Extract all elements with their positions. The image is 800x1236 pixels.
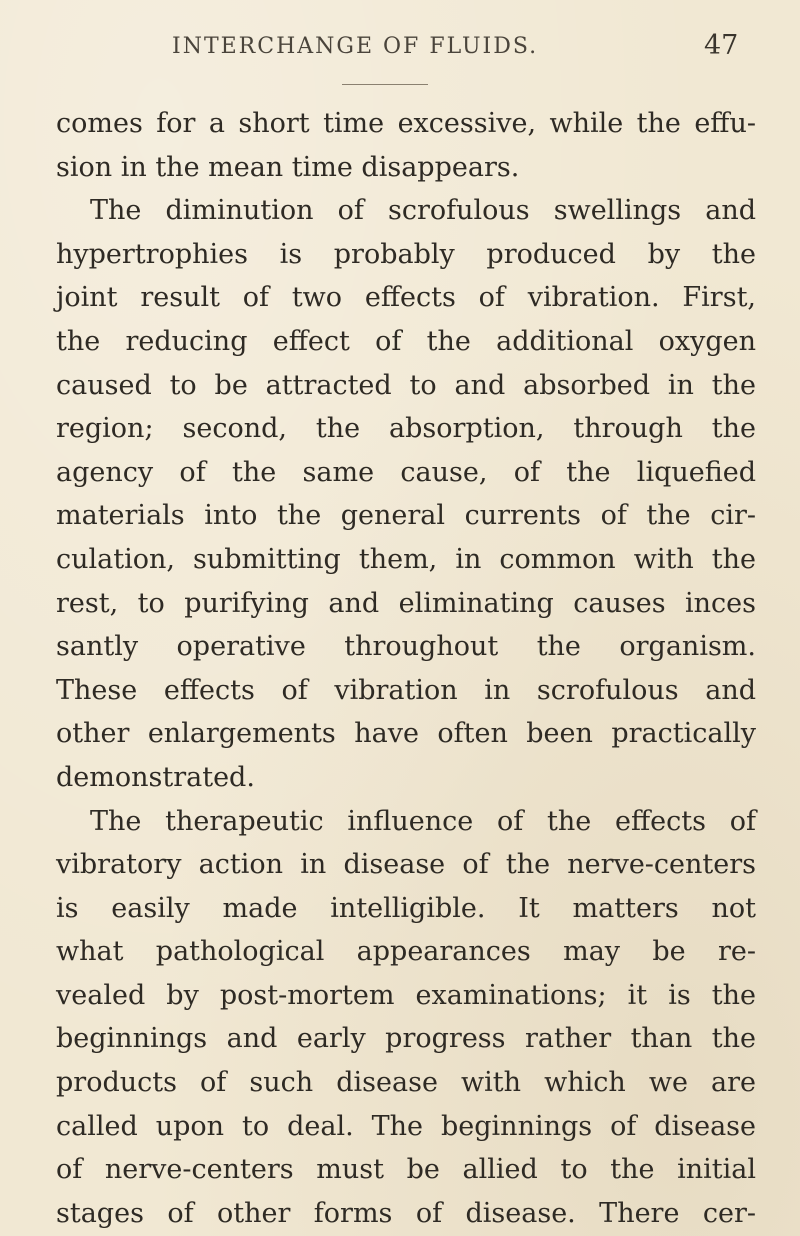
header-rule — [342, 84, 428, 85]
text-line: other enlargements have often been practically — [56, 718, 756, 750]
text-line: vibratory action in disease of the nerve-centers — [56, 849, 756, 881]
text-line: products of such disease with which we are — [56, 1067, 756, 1099]
text-line: vealed by post-mortem examinations; it is the — [56, 979, 756, 1011]
text-line: region; second, the absorption, through the — [56, 413, 756, 445]
text-line: of nerve-centers must be allied to the initial — [56, 1154, 756, 1186]
text-line: culation, submitting them, in common with the — [56, 543, 756, 575]
text-line: the reducing effect of the additional oxygen — [56, 325, 756, 357]
text-line: comes for a short time excessive, while the effu- — [56, 108, 756, 139]
text-line: joint result of two effects of vibration. First, — [56, 282, 756, 314]
running-head — [0, 32, 800, 72]
paragraph-start-line: The diminution of scrofulous swellings and — [90, 195, 756, 227]
text-line: santly operative throughout the organism. — [56, 631, 756, 663]
text-line: rest, to purifying and eliminating causes inces — [56, 587, 756, 619]
text-line: caused to be attracted to and absorbed in the — [56, 369, 756, 401]
body-text — [56, 102, 756, 1235]
text-line: stages of other forms of disease. There cer- — [56, 1197, 756, 1229]
text-line: called upon to deal. The beginnings of disease — [56, 1110, 756, 1142]
text-line: hypertrophies is probably produced by the — [56, 238, 756, 270]
text-line: These effects of vibration in scrofulous and — [56, 674, 756, 706]
running-head-title: INTERCHANGE OF FLUIDS. — [172, 34, 539, 59]
text-line: sion in the mean time disappears. — [56, 151, 520, 183]
text-line: what pathological appearances may be re- — [56, 936, 756, 968]
page-number: 47 — [704, 30, 739, 61]
text-line: materials into the general currents of the cir- — [56, 500, 756, 532]
text-line: is easily made intelligible. It matters not — [56, 892, 756, 924]
text-line: agency of the same cause, of the liquefied — [56, 456, 756, 488]
text-line: beginnings and early progress rather than the — [56, 1023, 756, 1055]
text-line: demonstrated. — [56, 761, 255, 793]
paragraph-start-line: The therapeutic influence of the effects of — [90, 805, 756, 837]
